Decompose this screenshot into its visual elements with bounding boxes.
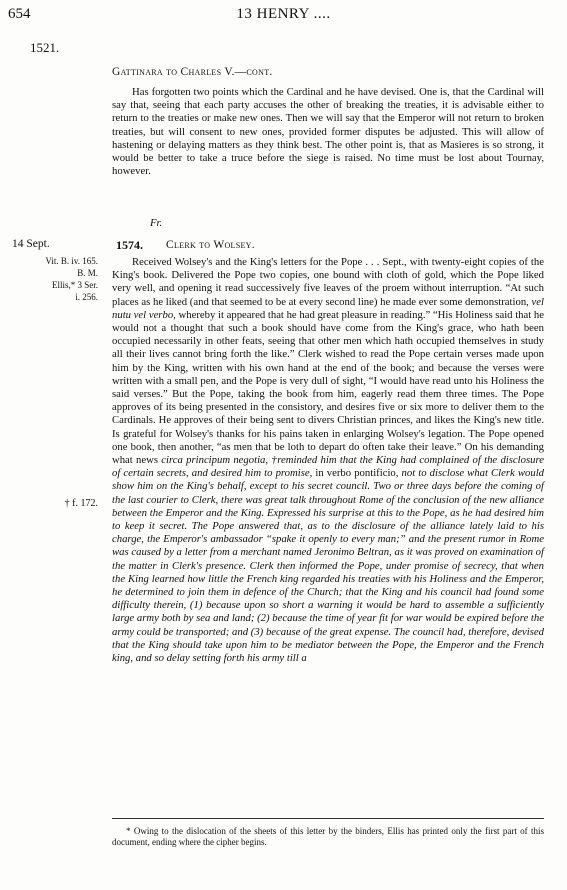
entry-body-clerk — [112, 256, 544, 665]
running-head: 13 HENRY .... — [236, 6, 331, 22]
body-text-italic: not to disclose what Clerk would show him on the King's behalf, except to his secret council. Two or three days before the coming of the last courier to Clerk, there was great talk throughout Rome of the conclusion of the new alliance between the Emperor and the King. Expressed his surprise at this to the Pope, as he had desired him to keep it secret. The Pope answered that, as to the disclosure of the alliance lately laid to his charge, the Emperor's ambassador “spake it openly to every man;” and the present rumor in Rome was caused by a letter from a merchant named Jeronimo Beltran, as it was proved on examination of the matter in Clerk's presence. Clerk then informed the Pope, under promise of secrecy, that when the King learned how little the French king regarded his treaties with his Holiness and the Emperor, he determined to join them in defence of the Church; that the King and his council had found some difficulty therein, (1) because upon so short a warning it would be hard to assemble a sufficiently large army both by sea and land; (2) because the time of year fit for war would be expired before the army could be transported; and (3) because of the great expense. The council had, therefore, devised that the King should take upon him to be mediator between the Pope, the Emperor and the French king, and so delay setting forth his army till a — [112, 467, 545, 665]
entry-number: 1574. — [116, 238, 143, 252]
body-text-italic: vel nutu vel verbo, — [112, 295, 544, 321]
page-header — [8, 6, 559, 26]
manuscript-reference — [6, 255, 98, 303]
ref-line: Ellis,* 3 Ser. — [51, 280, 98, 290]
ref-line: B. M. — [77, 268, 98, 278]
body-text: whereby it appeared that he had great pleasure in reading.” “His Holiness said that he would not a thought that such a book should have come from the King's grace, who hath been occupied necessarily in other feats, seeing that other men which hath occupied themselves in study all their lives cannot bring forth the like.” Clerk wished to read the Pope certain verses made upon him by the King, written with his own hand at the end of the book; and because the verses were written with a small pen, and the Pope is very dull of sight, “I would have read unto his Holiness the said verses.” But the Pope, taking the book from him, eagerly read them three times. The Pope approves of its being presented in the consistory, and desires five or six more to deliver them to the Cardinals. He approves of their being sent to divers Christian princes, and likes the King's new title. Is grateful for Wolsey's thanks for his pains taken in enlarging Wolsey's legation. The Pope opened one book, then another, “as men that be loth to depart do often take their leave.” On his demanding what news — [112, 308, 544, 467]
ref-line: Vit. B. iv. 165. — [45, 256, 98, 266]
page-number: 654 — [8, 6, 31, 22]
entry-title-clerk: Clerk to Wolsey. — [166, 239, 255, 251]
signature: Fr. — [150, 217, 163, 229]
entry-body-gattinara: Has forgotten two points which the Cardinal and he have devised. One is, that the Cardinal will say that, seeing that each party accuses the other of breaking the treaties, it is advisable either to return to the treaties or make new ones. Then we will say that the Emperor will not return to broken treaties, but will consent to new ones, provided former disputes be adjusted. This will allow of hastening or delaying matters as they think best. The other point is, that as Masieres is so strong, it would be better to take a truce before the siege is raised. No time must be lost about Tournay, however. — [112, 86, 544, 178]
body-text-italic: circa principum negotia, †reminded him that the King had complained of the disclosure of certain secrets, and desired him to promise, — [112, 454, 544, 480]
folio-reference: † f. 172. — [64, 498, 98, 509]
footnote: * Owing to the dislocation of the sheets of this letter by the binders, Ellis has printed only the first part of this document, ending where the cipher begins. — [112, 826, 544, 847]
year-label: 1521. — [30, 40, 60, 55]
body-text: Received Wolsey's and the King's letters for the Pope . . . Sept., with twenty-eight copies of the King's book. Delivered the Pope two copies, one bound with cloth of gold, which the Pope liked very well, and opening it read successively five leaves of the proem without interruption. “At such places as he liked (and that seemed to be at every second line) he made ever some demonstration, — [112, 256, 544, 308]
body-text: in verbo pontificio, — [312, 467, 399, 480]
footnote-rule — [112, 818, 544, 819]
ref-line: i. 256. — [75, 292, 98, 302]
entry-date: 14 Sept. — [12, 238, 50, 250]
entry-title-gattinara: Gattinara to Charles V.—cont. — [112, 66, 273, 78]
